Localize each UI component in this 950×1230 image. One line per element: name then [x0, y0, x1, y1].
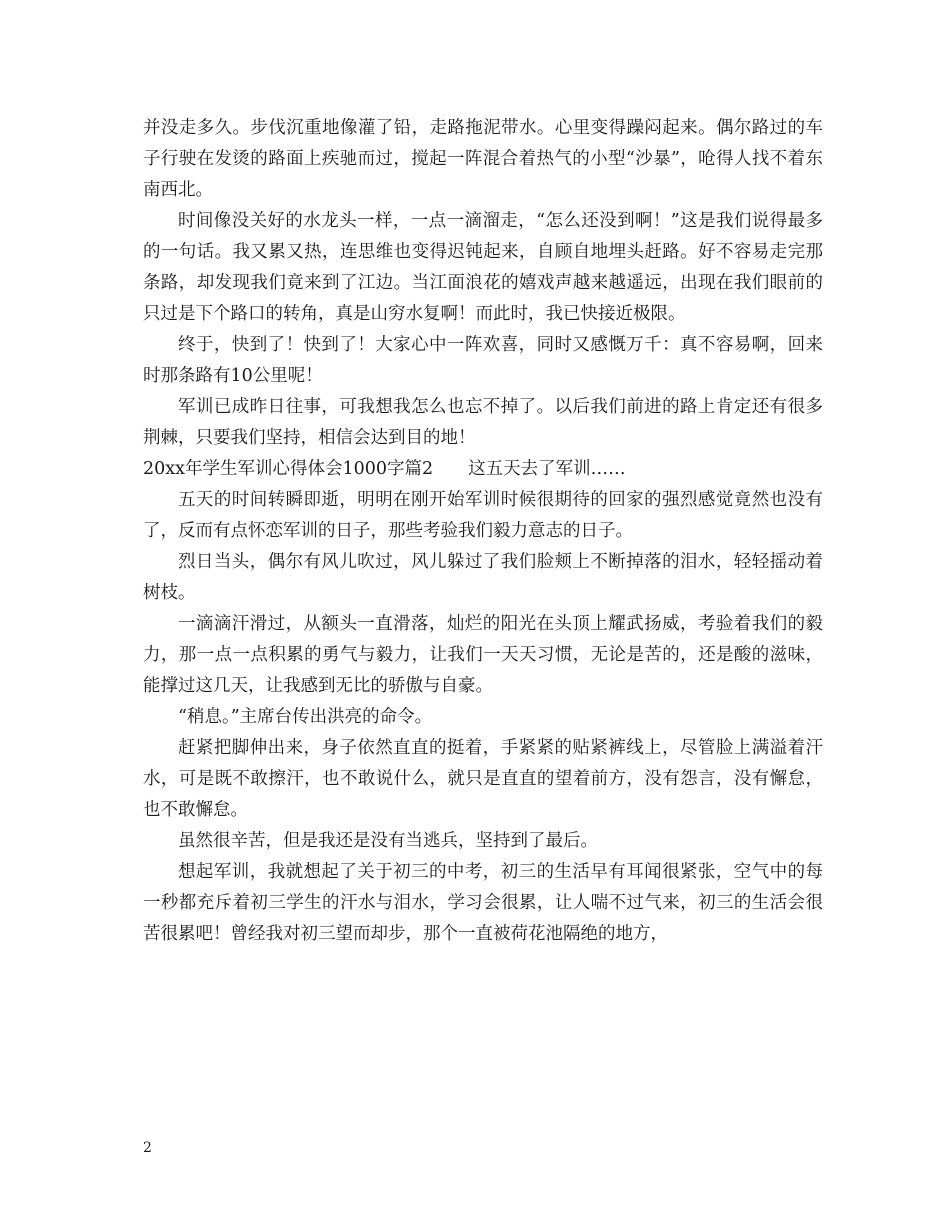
paragraph: 并没走多久。步伐沉重地像灌了铅，走路拖泥带水。心里变得躁闷起来。偶尔路过的车子行驶在发烫的路面上疾驰而过，搅起一阵混合着热气的小型“沙暴”，呛得人找不着东南西北。 — [143, 118, 823, 200]
paragraph: 虽然很辛苦，但是我还是没有当逃兵，坚持到了最后。 — [178, 831, 598, 851]
paragraph: 终于，快到了！快到了！大家心中一阵欢喜，同时又感慨万千：真不容易啊，回来时那条路有10公里呢！ — [143, 335, 823, 386]
paragraph: “稍息。”主席台传出洪亮的命令。 — [178, 707, 433, 727]
paragraph: 军训已成昨日往事，可我想我怎么也忘不掉了。以后我们前进的路上肯定还有很多荆棘，只要我们坚持，相信会达到目的地！ — [143, 397, 823, 448]
page-number: 2 — [143, 1140, 152, 1156]
paragraph: 赶紧把脚伸出来，身子依然直直的挺着，手紧紧的贴紧裤线上，尽管脸上满溢着汗水，可是既不敢擦汗，也不敢说什么，就只是直直的望着前方，没有怨言，没有懈怠，也不敢懈怠。 — [143, 738, 823, 820]
document-body — [143, 113, 823, 950]
paragraph: 一滴滴汗滑过，从额头一直滑落，灿烂的阳光在头顶上耀武扬威，考验着我们的毅力，那一点一点积累的勇气与毅力，让我们一天天习惯，无论是苦的，还是酸的滋味，能撑过这几天，让我感到无比的骄傲与自豪。 — [143, 614, 823, 696]
paragraph: 五天的时间转瞬即逝，明明在刚开始军训时候很期待的回家的强烈感觉竟然也没有了，反而有点怀恋军训的日子，那些考验我们毅力意志的日子。 — [143, 490, 823, 541]
section-heading: 20xx年学生军训心得体会1000字篇2 这五天去了军训…… — [143, 459, 626, 479]
paragraph: 想起军训，我就想起了关于初三的中考，初三的生活早有耳闻很紧张，空气中的每一秒都充斥着初三学生的汗水与泪水，学习会很累，让人喘不过气来，初三的生活会很苦很累吧！曾经我对初三望而却步，那个一直被荷花池隔绝的地方， — [143, 862, 823, 944]
paragraph: 时间像没关好的水龙头一样，一点一滴溜走，“怎么还没到啊！”这是我们说得最多的一句话。我又累又热，连思维也变得迟钝起来，自顾自地埋头赶路。好不容易走完那条路，却发现我们竟来到了江边。当江面浪花的嬉戏声越来越遥远，出现在我们眼前的只过是下个路口的转角，真是山穷水复啊！而此时，我已快接近极限。 — [143, 211, 823, 324]
paragraph: 烈日当头，偶尔有风儿吹过，风儿躲过了我们脸颊上不断掉落的泪水，轻轻摇动着树枝。 — [143, 552, 823, 603]
